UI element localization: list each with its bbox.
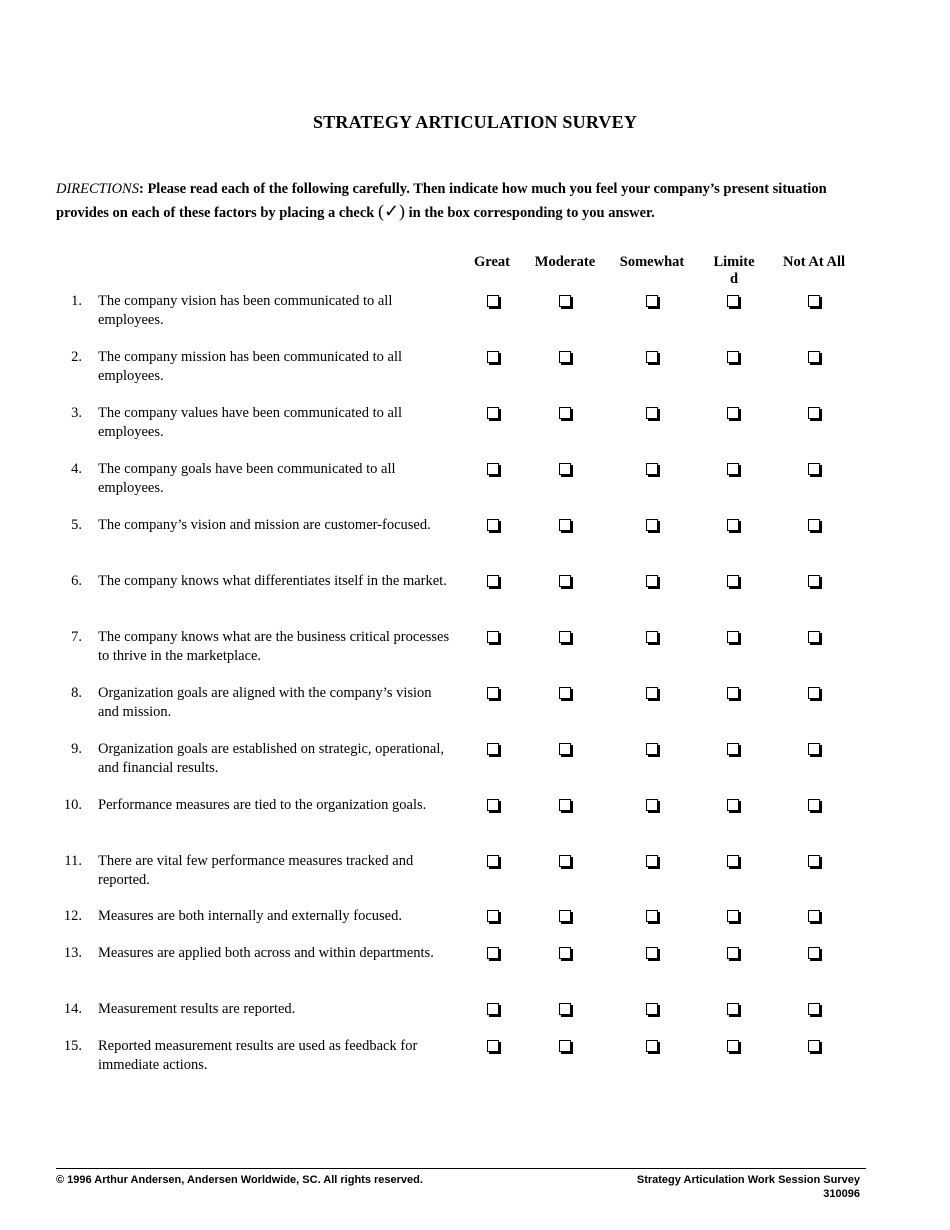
- checkbox-great[interactable]: [487, 1003, 499, 1015]
- item-statement: The company knows what differentiates itself in the market.: [98, 573, 447, 589]
- checkbox-somewhat[interactable]: [646, 799, 658, 811]
- checkbox-not-at-all[interactable]: [808, 799, 820, 811]
- survey-item-11: [0, 852, 950, 896]
- copyright-footer: © 1996 Arthur Andersen, Andersen Worldwide, SC. All rights reserved.: [56, 1174, 423, 1186]
- item-number: 7.: [71, 629, 82, 645]
- checkbox-great[interactable]: [487, 855, 499, 867]
- checkbox-not-at-all[interactable]: [808, 743, 820, 755]
- item-number: 12.: [63, 908, 82, 924]
- checkbox-not-at-all[interactable]: [808, 519, 820, 531]
- checkbox-somewhat[interactable]: [646, 575, 658, 587]
- checkbox-limited[interactable]: [727, 351, 739, 363]
- checkbox-somewhat[interactable]: [646, 519, 658, 531]
- checkbox-moderate[interactable]: [559, 1003, 571, 1015]
- item-statement: There are vital few performance measures tracked and reported.: [98, 853, 414, 888]
- checkbox-somewhat[interactable]: [646, 687, 658, 699]
- item-statement: Reported measurement results are used as feedback for immediate actions.: [98, 1038, 418, 1073]
- checkbox-moderate[interactable]: [559, 855, 571, 867]
- checkbox-somewhat[interactable]: [646, 910, 658, 922]
- checkbox-great[interactable]: [487, 351, 499, 363]
- item-statement: Organization goals are aligned with the company’s vision and mission.: [98, 685, 432, 720]
- survey-item-4: [0, 460, 950, 504]
- checkbox-somewhat[interactable]: [646, 1040, 658, 1052]
- checkbox-somewhat[interactable]: [646, 407, 658, 419]
- item-number: 9.: [71, 741, 82, 757]
- checkbox-great[interactable]: [487, 519, 499, 531]
- item-statement: The company knows what are the business critical processes to thrive in the marketplace.: [98, 629, 450, 664]
- item-number: 4.: [71, 461, 82, 477]
- item-number: 13.: [63, 945, 82, 961]
- item-number: 8.: [71, 685, 82, 701]
- footer-rule: [56, 1168, 866, 1169]
- checkbox-moderate[interactable]: [559, 687, 571, 699]
- checkbox-moderate[interactable]: [559, 575, 571, 587]
- checkbox-not-at-all[interactable]: [808, 687, 820, 699]
- item-number: 6.: [71, 573, 82, 589]
- survey-item-1: [0, 292, 950, 336]
- checkbox-limited[interactable]: [727, 575, 739, 587]
- item-statement: The company’s vision and mission are customer-focused.: [98, 517, 431, 533]
- item-number: 10.: [63, 797, 82, 813]
- checkbox-moderate[interactable]: [559, 743, 571, 755]
- item-statement: The company goals have been communicated to all employees.: [98, 461, 396, 496]
- survey-item-3: [0, 404, 950, 448]
- checkbox-great[interactable]: [487, 910, 499, 922]
- checkbox-limited[interactable]: [727, 910, 739, 922]
- survey-item-9: [0, 740, 950, 784]
- checkbox-not-at-all[interactable]: [808, 575, 820, 587]
- directions-text-2: in the box corresponding to you answer.: [405, 205, 655, 221]
- checkbox-not-at-all[interactable]: [808, 1040, 820, 1052]
- checkbox-moderate[interactable]: [559, 1040, 571, 1052]
- directions-text-1: : Please read each of the following carefully. Then indicate how much you feel your company’s present situation provides on each of these factors by placing a check: [56, 181, 827, 221]
- checkbox-somewhat[interactable]: [646, 743, 658, 755]
- item-statement: The company mission has been communicated to all employees.: [98, 349, 403, 384]
- checkbox-moderate[interactable]: [559, 519, 571, 531]
- checkbox-great[interactable]: [487, 743, 499, 755]
- checkbox-limited[interactable]: [727, 947, 739, 959]
- checkbox-limited[interactable]: [727, 519, 739, 531]
- checkbox-moderate[interactable]: [559, 947, 571, 959]
- checkbox-moderate[interactable]: [559, 910, 571, 922]
- item-number: 5.: [71, 517, 82, 533]
- checkbox-limited[interactable]: [727, 855, 739, 867]
- column-header-not-at-all: Not At All: [782, 254, 846, 270]
- checkbox-moderate[interactable]: [559, 799, 571, 811]
- item-statement: Measurement results are reported.: [98, 1001, 296, 1017]
- check-symbol: (✓): [377, 201, 406, 221]
- checkbox-great[interactable]: [487, 295, 499, 307]
- checkbox-limited[interactable]: [727, 799, 739, 811]
- survey-item-2: [0, 348, 950, 392]
- item-number: 2.: [71, 349, 82, 365]
- checkbox-limited[interactable]: [727, 463, 739, 475]
- checkbox-not-at-all[interactable]: [808, 407, 820, 419]
- item-statement: Organization goals are established on strategic, operational, and financial results.: [98, 741, 445, 776]
- checkbox-great[interactable]: [487, 407, 499, 419]
- checkbox-great[interactable]: [487, 575, 499, 587]
- checkbox-somewhat[interactable]: [646, 351, 658, 363]
- checkbox-not-at-all[interactable]: [808, 947, 820, 959]
- item-statement: The company vision has been communicated to all employees.: [98, 293, 393, 328]
- item-number: 1.: [71, 293, 82, 309]
- checkbox-limited[interactable]: [727, 631, 739, 643]
- checkbox-not-at-all[interactable]: [808, 351, 820, 363]
- checkbox-great[interactable]: [487, 687, 499, 699]
- checkbox-moderate[interactable]: [559, 295, 571, 307]
- survey-item-7: [0, 628, 950, 672]
- checkbox-limited[interactable]: [727, 1003, 739, 1015]
- checkbox-not-at-all[interactable]: [808, 463, 820, 475]
- checkbox-limited[interactable]: [727, 743, 739, 755]
- checkbox-moderate[interactable]: [559, 407, 571, 419]
- checkbox-not-at-all[interactable]: [808, 295, 820, 307]
- column-header-great: Great: [474, 254, 510, 270]
- checkbox-not-at-all[interactable]: [808, 631, 820, 643]
- directions-lead: DIRECTIONS: [56, 181, 139, 197]
- survey-item-13: [0, 944, 950, 988]
- column-header-somewhat: Somewhat: [619, 254, 685, 270]
- checkbox-limited[interactable]: [727, 687, 739, 699]
- column-header-limited: Limited: [713, 254, 755, 287]
- checkbox-limited[interactable]: [727, 295, 739, 307]
- item-number: 14.: [63, 1001, 82, 1017]
- checkbox-great[interactable]: [487, 799, 499, 811]
- checkbox-somewhat[interactable]: [646, 947, 658, 959]
- survey-title: STRATEGY ARTICULATION SURVEY: [312, 112, 638, 132]
- checkbox-somewhat[interactable]: [646, 463, 658, 475]
- item-statement: The company values have been communicated to all employees.: [98, 405, 402, 440]
- checkbox-not-at-all[interactable]: [808, 1003, 820, 1015]
- footer-survey-id: [637, 1173, 860, 1201]
- checkbox-somewhat[interactable]: [646, 631, 658, 643]
- checkbox-not-at-all[interactable]: [808, 855, 820, 867]
- checkbox-not-at-all[interactable]: [808, 910, 820, 922]
- survey-item-10: [0, 796, 950, 840]
- item-number: 11.: [64, 853, 82, 869]
- footer-survey-code: 310096: [823, 1188, 860, 1200]
- checkbox-great[interactable]: [487, 631, 499, 643]
- survey-item-6: [0, 572, 950, 616]
- checkbox-somewhat[interactable]: [646, 855, 658, 867]
- survey-item-8: [0, 684, 950, 728]
- survey-item-5: [0, 516, 950, 560]
- checkbox-limited[interactable]: [727, 1040, 739, 1052]
- item-statement: Measures are applied both across and within departments.: [98, 945, 434, 961]
- column-header-moderate: Moderate: [534, 254, 596, 270]
- footer-survey-name: Strategy Articulation Work Session Survey: [636, 1174, 860, 1186]
- item-number: 3.: [71, 405, 82, 421]
- checkbox-limited[interactable]: [727, 407, 739, 419]
- checkbox-great[interactable]: [487, 947, 499, 959]
- directions: [56, 178, 856, 224]
- checkbox-somewhat[interactable]: [646, 295, 658, 307]
- item-number: 15.: [63, 1038, 82, 1054]
- checkbox-moderate[interactable]: [559, 463, 571, 475]
- checkbox-moderate[interactable]: [559, 351, 571, 363]
- checkbox-somewhat[interactable]: [646, 1003, 658, 1015]
- survey-item-15: [0, 1037, 950, 1081]
- checkbox-great[interactable]: [487, 463, 499, 475]
- item-statement: Performance measures are tied to the organization goals.: [98, 797, 427, 813]
- item-statement: Measures are both internally and externally focused.: [98, 908, 402, 924]
- checkbox-great[interactable]: [487, 1040, 499, 1052]
- checkbox-moderate[interactable]: [559, 631, 571, 643]
